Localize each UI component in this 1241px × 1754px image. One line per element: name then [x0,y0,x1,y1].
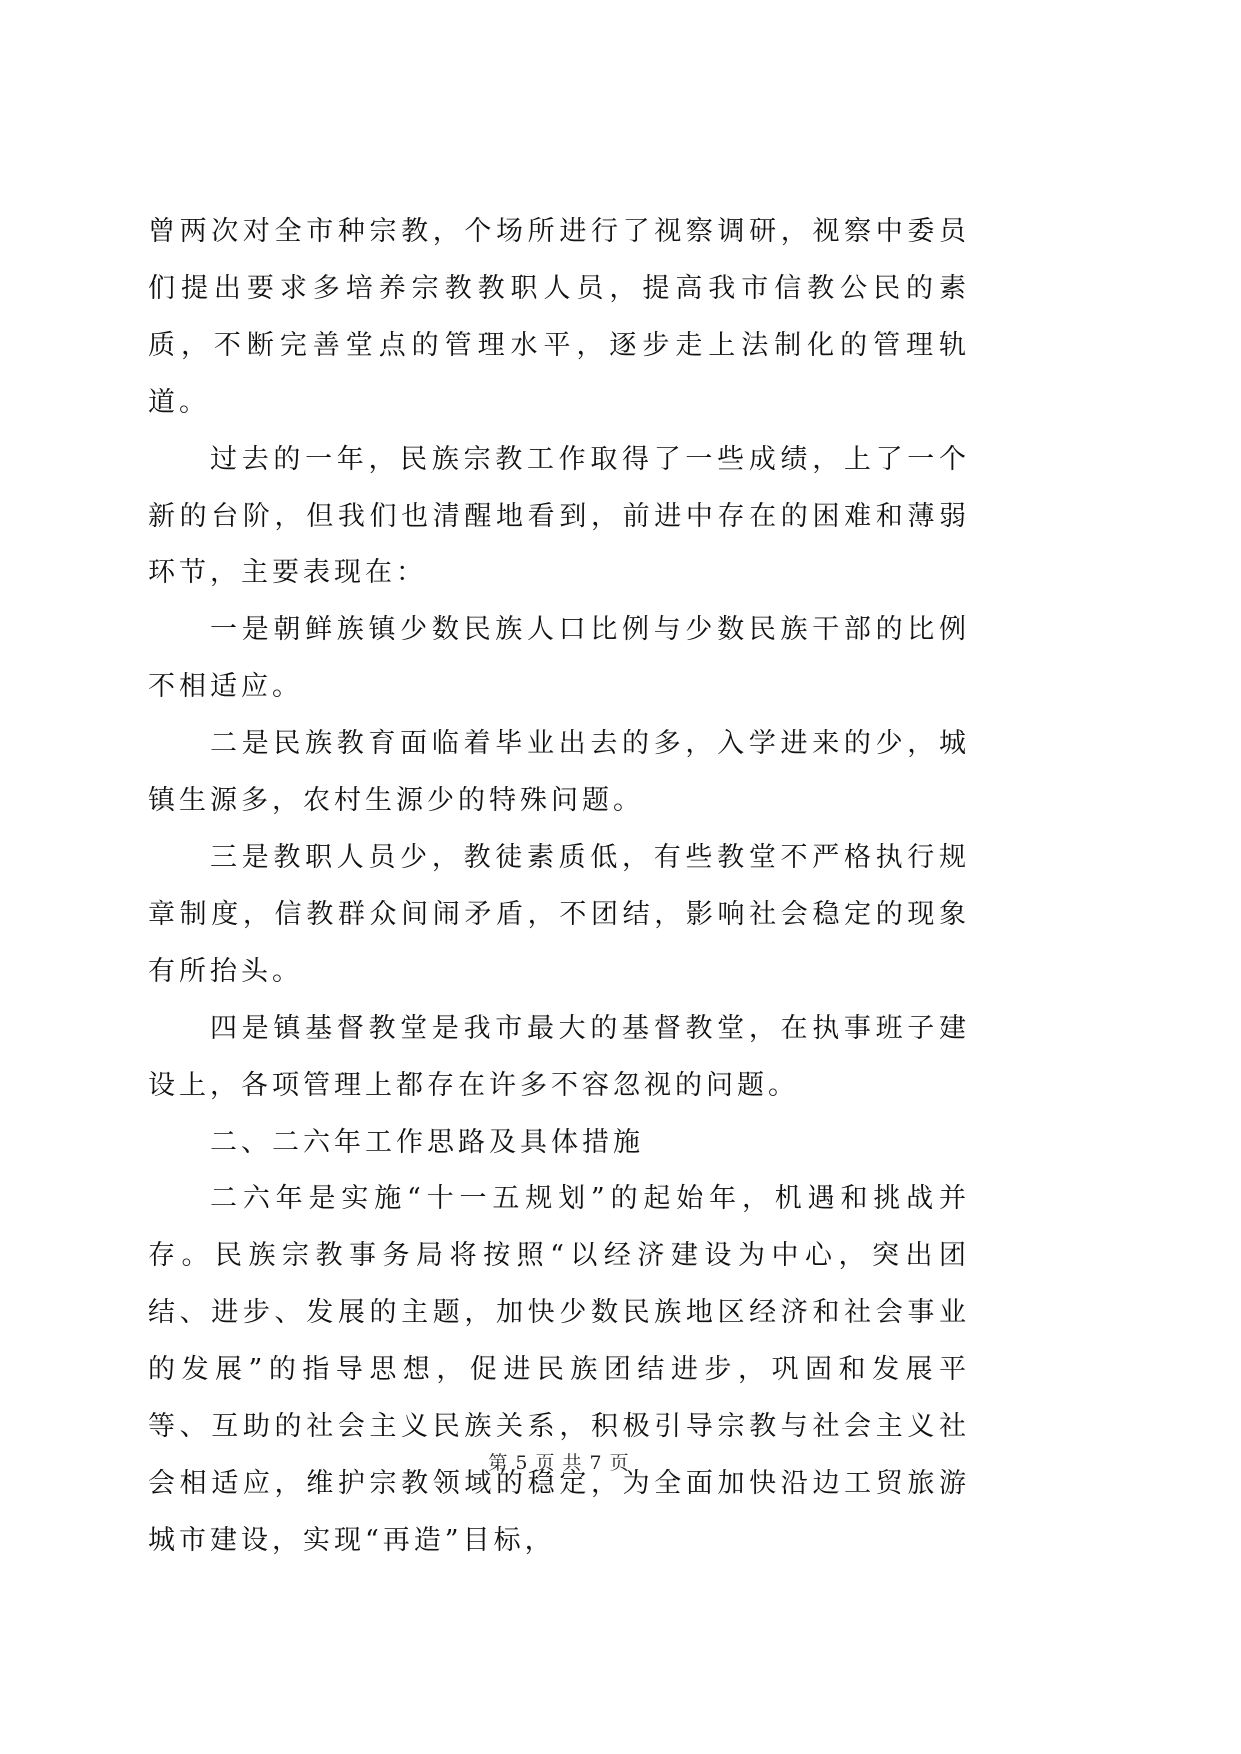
paragraph-plan: 二六年是实施“十一五规划”的起始年，机遇和挑战并存。民族宗教事务局将按照“以经济建设为中心，突出团结、进步、发展的主题，加快少数民族地区经济和社会事业的发展”的指导思想，促进民族团结进步，巩固和发展平等、互助的社会主义民族关系，积极引导宗教与社会主义社会相适应，维护宗教领域的稳定，为全面加快沿边工贸旅游城市建设，实现“再造”目标， [148,1183,970,1556]
document-body [148,204,970,1570]
section-heading: 二、二六年工作思路及具体措施 [210,1126,644,1158]
paragraph-issue-2: 二是民族教育面临着毕业出去的多，入学进来的少，城镇生源多，农村生源少的特殊问题。 [148,728,970,817]
paragraph-continuation: 曾两次对全市种宗教，个场所进行了视察调研，视察中委员们提出要求多培养宗教教职人员，提高我市信教公民的素质，不断完善堂点的管理水平，逐步走上法制化的管理轨道。 [148,216,970,418]
paragraph-issue-3: 三是教职人员少，教徒素质低，有些教堂不严格执行规章制度，信教群众间闹矛盾，不团结，影响社会稳定的现象有所抬头。 [148,841,970,987]
paragraph-issue-1: 一是朝鲜族镇少数民族人口比例与少数民族干部的比例不相适应。 [148,614,970,703]
paragraph-issue-4: 四是镇基督教堂是我市最大的基督教堂，在执事班子建设上，各项管理上都存在许多不容忽视的问题。 [148,1012,970,1101]
page-number-footer: 第 5 页 共 7 页 [488,1452,630,1474]
paragraph-summary: 过去的一年，民族宗教工作取得了一些成绩，上了一个新的台阶，但我们也清醒地看到，前进中存在的困难和薄弱环节，主要表现在： [148,443,970,589]
